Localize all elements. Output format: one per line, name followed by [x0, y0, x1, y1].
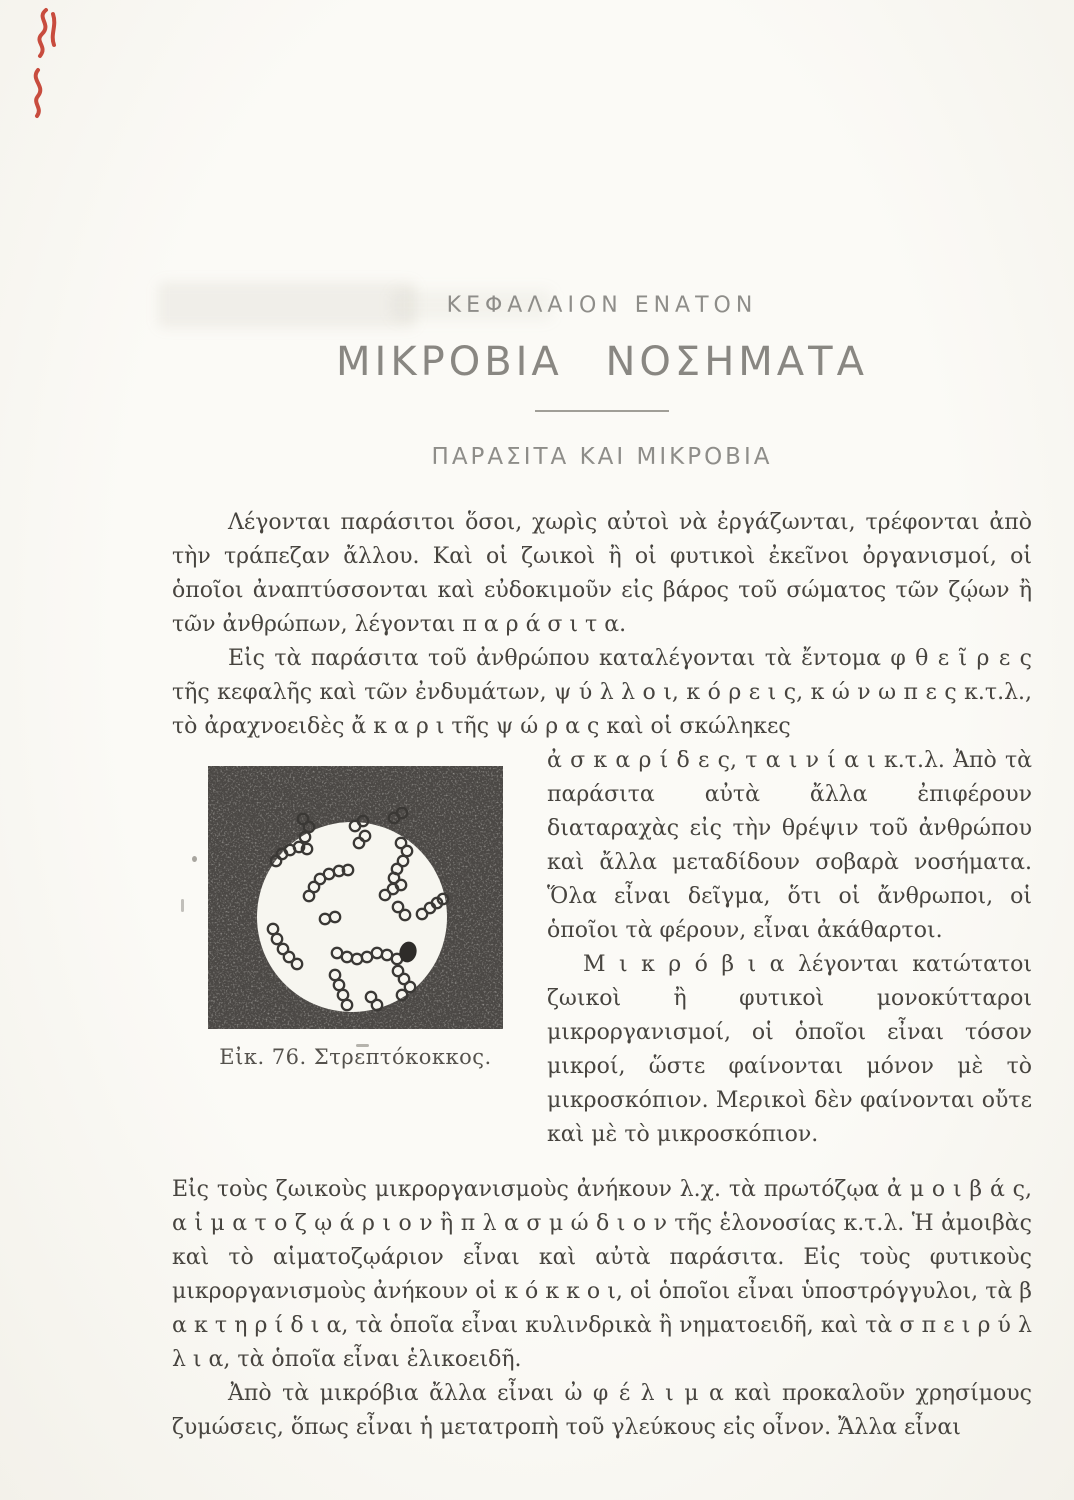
chapter-heading: ΚΕΦΑΛΑΙΟΝ ΕΝΑΤΟΝ [446, 293, 758, 318]
paragraph-microbe-types: Εἰς τοὺς ζωικοὺς μικροργανισμοὺς ἀνήκουν λ.χ. τὰ πρωτόζῳα ἀ μ ο ι β ά ς, α ἱ μ α τ ο ζ ῳ ά ρ ι ο ν ἢ π λ α σ μ ώ δ ι ο ν τῆς ἑλονοσίας κ.τ.λ. Ἡ ἀμοιβὰς καὶ τὸ αἱματοζῳάριον εἶναι καὶ αὐτὰ παράσιτα. Εἰς τοὺς φυτικοὺς μικροργανισμοὺς ἀνήκουν οἱ κ ό κ κ ο ι, οἱ ὁποῖοι εἶναι ὑποστρόγγυλοι, τὰ β α κ τ η ρ ί δ ι α, τὰ ὁποῖα εἶναι κυλινδρικὰ ἢ νηματοειδῆ, καὶ τὰ σ π ε ι ρ ύ λ λ ι α, τὰ ὁποῖα εἶναι ἑλικοειδῆ. [172, 1177, 1032, 1372]
red-ink-stroke [39, 10, 46, 56]
figure-streptococcus [208, 766, 503, 1069]
figure-caption: Εἰκ. 76. Στρεπτόκοκκος. [219, 1045, 492, 1069]
microscope-view-illustration [208, 766, 503, 1029]
paragraph-parasites-definition: Λέγονται παράσιτοι ὅσοι, χωρὶς αὐτοὶ νὰ ἐργάζωνται, τρέφονται ἀπὸ τὴν τράπεζαν ἄλλου. Καὶ οἱ ζωικοὶ ἢ οἱ φυτικοὶ ἐκεῖνοι ὀργανισμοί, οἱ ὁποῖοι ἀναπτύσσονται καὶ εὐδοκιμοῦν εἰς βάρος τοῦ σώματος τῶν ζῴων ἢ τῶν ἀνθρώπων, λέγονται π α ρ ά σ ι τ α. [172, 510, 1032, 637]
paragraph-microbes-definition: Μ ι κ ρ ό β ι α λέγονται κατώτατοι ζωικοὶ ἢ φυτικοὶ μονοκύτταροι μικροργανισμοί, οἱ ὁποῖοι εἶναι τόσον μικροί, ὥστε φαίνονται μόνον μὲ τὸ μικροσκόπιον. Μερικοὶ δὲν φαίνονται οὔτε καὶ μὲ τὸ μικροσκόπιον. [547, 952, 1032, 1147]
section-heading: ΠΑΡΑΣΙΤΑ ΚΑΙ ΜΙΚΡΟΒΙΑ [431, 444, 773, 470]
text-block [172, 292, 1032, 1445]
page-title: ΜΙΚΡΟΒΙΑ ΝΟΣΗΜΑΤΑ [336, 339, 868, 385]
paragraph-parasite-effects: ἀ σ κ α ρ ί δ ε ς, τ α ι ν ί α ι κ.τ.λ. Ἀπὸ τὰ παράσιτα αὐτὰ ἄλλα ἐπιφέρουν διαταραχὰς εἰς τὴν θρέψιν τοῦ ἀνθρώπου καὶ ἄλλα μεταδίδουν σοβαρὰ νοσήματα. Ὅλα εἶναι δεῖγμα, ὅτι οἱ ἄνθρωποι, οἱ ὁποῖοι τὰ φέρουν, εἶναι ἀκάθαρτοι. [547, 748, 1032, 943]
red-ink-stroke [36, 70, 41, 116]
paragraph-human-parasites: Εἰς τὰ παράσιτα τοῦ ἀνθρώπου καταλέγονται τὰ ἔντομα φ θ ε ῖ ρ ε ς τῆς κεφαλῆς καὶ τῶν ἐνδυμάτων, ψ ύ λ λ ο ι, κ ό ρ ε ι ς, κ ώ ν ω π ε ς κ.τ.λ., τὸ ἀραχνοειδὲς ἄ κ α ρ ι τῆς ψ ώ ρ α ς καὶ οἱ σκώληκες [172, 646, 1032, 739]
red-ink-marks [22, 4, 66, 122]
section-divider [535, 410, 669, 412]
figure-text-wrap [172, 744, 1032, 1173]
red-ink-stroke [53, 14, 55, 45]
paragraph-useful-microbes: Ἀπὸ τὰ μικρόβια ἄλλα εἶναι ὠ φ έ λ ι μ α καὶ προκαλοῦν χρησίμους ζυμώσεις, ὅπως εἶναι ἡ μετατροπὴ τοῦ γλεύκους εἰς οἶνον. Ἄλλα εἶναι [172, 1381, 1032, 1440]
